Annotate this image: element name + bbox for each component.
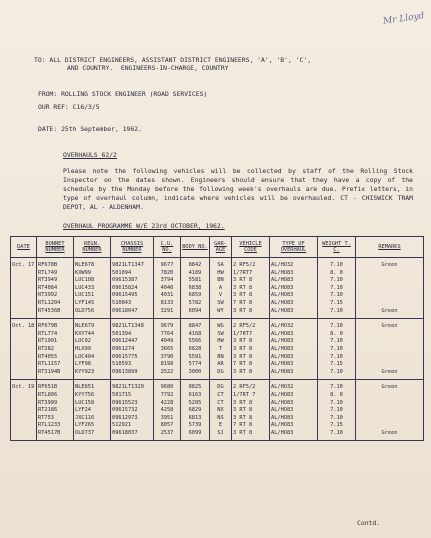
- body-value: 6163: [188, 391, 202, 398]
- body-value: 6859: [188, 292, 202, 299]
- bonnet-value: RT4055: [38, 353, 58, 360]
- weight-value: 7.15: [330, 299, 343, 306]
- code-value: 3 RT 8: [233, 284, 253, 291]
- body-cell: [181, 319, 210, 380]
- chassis-cell: [111, 319, 154, 380]
- regn-value: LUC158: [75, 399, 95, 406]
- code-value: 3 RT 8: [233, 277, 253, 284]
- garage-value: BN: [217, 277, 224, 284]
- weight-value: 7.10: [330, 429, 343, 436]
- body-value: 6099: [188, 429, 202, 436]
- regn-value: KYY923: [75, 368, 95, 375]
- continued-note: Contd.: [357, 519, 381, 527]
- remarks-value: [357, 361, 422, 369]
- header-vehicle-code: VEHICLE CODE: [232, 237, 270, 258]
- bonnet-value: RT2186: [38, 407, 58, 414]
- cu-cell: [154, 380, 181, 441]
- body-value: 5581: [188, 277, 202, 284]
- cu-cell: [154, 258, 181, 319]
- remarks-value: [357, 331, 422, 339]
- overhaul-value: AL/HO83: [271, 353, 294, 360]
- cu-value: 7792: [160, 391, 174, 398]
- overhaul-value: AL/HO83: [271, 307, 294, 314]
- regn-value: KXY744: [75, 330, 95, 337]
- overhaul-value: AL/HO83: [271, 284, 294, 291]
- regn-value: NLE679: [75, 323, 95, 330]
- body-value: 5566: [188, 338, 202, 345]
- garage-value: BN: [217, 353, 224, 360]
- cu-value: 8133: [160, 299, 174, 306]
- overhaul-cell: [270, 380, 318, 441]
- regn-value: LUC151: [75, 292, 95, 299]
- chassis-value: 09612447: [112, 338, 138, 345]
- regn-value: KYY756: [75, 391, 95, 398]
- bonnet-value: RT3992: [38, 292, 58, 299]
- chassis-value: 09613899: [112, 368, 138, 375]
- overhaul-cell: [270, 319, 318, 380]
- bonnet-cell: [37, 258, 74, 319]
- body-value: 6828: [188, 345, 202, 352]
- date-line: DATE: 25th September, 1962.: [38, 125, 142, 133]
- cu-value: 2522: [160, 368, 174, 375]
- code-cell: [232, 319, 270, 380]
- weight-value: 7.10: [330, 307, 343, 314]
- cu-value: 4228: [160, 399, 174, 406]
- weight-value: 7.10: [330, 284, 343, 291]
- weight-value: 8. 0: [330, 269, 343, 276]
- cu-value: 2537: [160, 429, 174, 436]
- body-value: 6813: [188, 414, 202, 421]
- bonnet-value: RT1991: [38, 338, 58, 345]
- schedule-group-row: [11, 319, 424, 380]
- chassis-value: 9821LT1320: [112, 384, 144, 391]
- code-value: 3 RT 8: [233, 353, 253, 360]
- garage-value: AR: [217, 361, 224, 368]
- bonnet-value: RTL1157: [38, 361, 61, 368]
- regn-value: KXW99: [75, 269, 91, 276]
- cu-value: 3665: [160, 345, 174, 352]
- cu-value: 8057: [160, 422, 174, 429]
- overhaul-value: AL/HO83: [271, 292, 294, 299]
- body-cell: [181, 380, 210, 441]
- remarks-value: Green: [381, 368, 398, 375]
- date-cell: Oct. 17: [11, 258, 37, 319]
- garage-cell: [210, 319, 232, 380]
- code-value: 7 RT 8: [233, 422, 253, 429]
- weight-value: 7.10: [330, 338, 343, 345]
- regn-value: LUC404: [75, 353, 95, 360]
- chassis-cell: [111, 258, 154, 319]
- chassis-value: 501394: [112, 330, 132, 337]
- instructions-paragraph: [63, 167, 413, 212]
- body-value: 8842: [188, 262, 202, 268]
- garage-value: NX: [217, 407, 224, 414]
- remarks-value: [357, 277, 422, 285]
- code-value: 1/7RT 7: [233, 391, 256, 398]
- to-label: TO:: [34, 56, 46, 64]
- bonnet-value: RT4517B: [38, 429, 61, 436]
- body-value: 6829: [188, 407, 202, 414]
- bonnet-value: RT4536B: [38, 307, 61, 314]
- garage-value: WY: [217, 307, 224, 314]
- header-date: DATE: [11, 237, 37, 258]
- code-value: 3 RT 8: [233, 307, 253, 314]
- bonnet-value: RT4084: [38, 284, 58, 291]
- date-cell: Oct. 18: [11, 319, 37, 380]
- garage-value: V: [218, 292, 223, 299]
- remarks-value: [357, 300, 422, 308]
- garage-value: HW: [217, 269, 224, 276]
- header-chassis: CHASSIS NUMBER: [111, 237, 154, 258]
- code-value: 3 RT 8: [233, 407, 253, 414]
- chassis-value: 09615732: [112, 407, 138, 414]
- overhaul-cell: [270, 258, 318, 319]
- paragraph-text: Please note the following vehicles will be collected by staff of the Rolling Stock Inspector on the dates shown. Engineers should ensure that they have a copy of the schedule by the Monday before the following week's overhauls are due. Prefix letters, in type of overhaul column, indicate where vehicles will be overhauled. CT - CHISWICK TRAM DEPOT, AL - ALDENHAM.: [63, 167, 413, 211]
- cu-value: 7764: [160, 330, 174, 337]
- bonnet-value: RTL774: [38, 330, 58, 337]
- bonnet-cell: [37, 380, 74, 441]
- header-weight: WEIGHT T. C.: [318, 237, 356, 258]
- chassis-cell: [111, 380, 154, 441]
- cu-value: 4049: [160, 338, 174, 345]
- remarks-value: [357, 338, 422, 346]
- cu-value: 8198: [160, 361, 174, 368]
- garage-value: A: [218, 284, 223, 291]
- regn-value: JXC116: [75, 414, 95, 421]
- date-cell: Oct. 19: [11, 380, 37, 441]
- weight-value: 7.15: [330, 422, 343, 429]
- regn-value: NLE678: [75, 262, 95, 268]
- regn-value: LYF145: [75, 299, 95, 306]
- chassis-value: 09615495: [112, 292, 138, 299]
- body-cell: [181, 258, 210, 319]
- table-header-row: [11, 237, 424, 258]
- body-value: 5285: [188, 399, 202, 406]
- garage-value: WG: [217, 323, 224, 330]
- bonnet-value: RF678B: [38, 262, 58, 268]
- code-cell: [232, 258, 270, 319]
- cu-value: 4040: [160, 284, 174, 291]
- regn-value: LUC433: [75, 284, 95, 291]
- remarks-value: [357, 292, 422, 300]
- code-value: 2 RF5/2: [233, 323, 256, 330]
- remarks-cell: [356, 258, 424, 319]
- garage-value: E: [218, 422, 223, 429]
- weight-value: 8. 0: [330, 391, 343, 398]
- bonnet-value: RT3999: [38, 399, 58, 406]
- code-value: 3 RT 8: [233, 338, 253, 345]
- code-value: 7 RT 8: [233, 361, 253, 368]
- header-cu: C.U. NO.: [154, 237, 181, 258]
- remarks-value: Green: [381, 262, 398, 268]
- weight-value: 8. 0: [330, 330, 343, 337]
- garage-value: T: [218, 345, 223, 352]
- handwritten-note: Mr Lloyd: [382, 11, 425, 27]
- weight-value: 7.10: [330, 353, 343, 360]
- overhaul-value: AL/HO83: [271, 330, 294, 337]
- overhaul-value: AL/HO83: [271, 361, 294, 368]
- from-line: FROM: ROLLING STOCK ENGINEER (ROAD SERVICES): [38, 90, 208, 98]
- remarks-cell: [356, 319, 424, 380]
- bonnet-value: RT3949: [38, 277, 58, 284]
- bonnet-cell: [37, 319, 74, 380]
- weight-value: 7.10: [330, 323, 343, 330]
- remarks-value: [357, 270, 422, 278]
- overhaul-value: AL/HO32: [271, 262, 294, 268]
- remarks-value: [357, 285, 422, 293]
- body-value: 5591: [188, 353, 202, 360]
- regn-cell: [74, 380, 111, 441]
- remarks-value: Green: [381, 307, 398, 314]
- overhaul-value: AL/HO83: [271, 338, 294, 345]
- schedule-group-row: [11, 258, 424, 319]
- bonnet-value: RTL1204: [38, 299, 61, 306]
- section-heading: OVERHAULS 62/2: [63, 151, 117, 159]
- code-value: 2 RF5/2: [233, 384, 256, 391]
- garage-value: CT: [217, 399, 224, 406]
- garage-value: HW: [217, 338, 224, 345]
- overhaul-value: AL/HO83: [271, 429, 294, 436]
- code-value: 3 RT 8: [233, 429, 253, 436]
- code-value: 3 RT 8: [233, 399, 253, 406]
- cu-value: 7820: [160, 269, 174, 276]
- bonnet-value: RT753: [38, 414, 54, 421]
- remarks-value: Green: [381, 429, 398, 436]
- weight-value: 7.10: [330, 407, 343, 414]
- remarks-cell: [356, 380, 424, 441]
- cu-value: 4258: [160, 407, 174, 414]
- overhaul-value: AL/HO83: [271, 414, 294, 421]
- header-regn: REGN. NUMBER: [74, 237, 111, 258]
- chassis-value: 512921: [112, 422, 132, 429]
- body-value: 4189: [188, 269, 202, 276]
- garage-value: NS: [217, 414, 224, 421]
- chassis-value: 9821LT1347: [112, 262, 144, 268]
- weight-value: 7.10: [330, 399, 343, 406]
- weight-cell: [318, 319, 356, 380]
- cu-value: 9679: [160, 323, 174, 330]
- weight-cell: [318, 380, 356, 441]
- chassis-value: 510843: [112, 299, 132, 306]
- chassis-value: 501715: [112, 391, 132, 398]
- garage-value: DG: [217, 384, 224, 391]
- overhaul-value: AL/HO32: [271, 323, 294, 330]
- body-value: 8847: [188, 323, 202, 330]
- chassis-value: 501094: [112, 269, 132, 276]
- overhaul-value: AL/HO83: [271, 277, 294, 284]
- regn-cell: [74, 258, 111, 319]
- remarks-value: [357, 422, 422, 430]
- remarks-value: [357, 346, 422, 354]
- weight-value: 7.10: [330, 277, 343, 284]
- chassis-value: 9821LT1348: [112, 323, 144, 330]
- cu-value: 3790: [160, 353, 174, 360]
- bonnet-value: RTL806: [38, 391, 58, 398]
- overhaul-value: AL/HO83: [271, 422, 294, 429]
- bonnet-value: RT282: [38, 345, 54, 352]
- code-value: 3 RT 8: [233, 368, 253, 375]
- remarks-value: [357, 407, 422, 415]
- garage-value: SJ: [217, 429, 224, 436]
- cu-value: 4031: [160, 292, 174, 299]
- chassis-value: 0961274: [112, 345, 135, 352]
- bonnet-value: RF679B: [38, 323, 58, 330]
- weight-value: 7.10: [330, 292, 343, 299]
- regn-value: LYF265: [75, 422, 95, 429]
- code-value: 3 RT 8: [233, 292, 253, 299]
- schedule-group-row: [11, 380, 424, 441]
- overhaul-value: AL/HO83: [271, 368, 294, 375]
- garage-cell: [210, 380, 232, 441]
- code-value: 2 RF5/2: [233, 262, 256, 268]
- header-overhaul-type: TYPE OF OVERHAUL: [270, 237, 318, 258]
- overhaul-value: AL/HO83: [271, 299, 294, 306]
- remarks-value: [357, 400, 422, 408]
- cu-value: 9677: [160, 262, 174, 268]
- weight-value: 7.10: [330, 262, 343, 268]
- regn-cell: [74, 319, 111, 380]
- chassis-value: 09615387: [112, 277, 138, 284]
- overhaul-value: AL/HO83: [271, 407, 294, 414]
- body-value: 3000: [188, 368, 202, 375]
- header-garage: GAR-AGE: [210, 237, 232, 258]
- regn-value: LUC92: [75, 338, 91, 345]
- chassis-value: 09612973: [112, 414, 138, 421]
- garage-value: CT: [217, 391, 224, 398]
- overhaul-value: AL/HO83: [271, 269, 294, 276]
- header-bonnet: BONNET NUMBER: [37, 237, 74, 258]
- code-value: 3 RT 8: [233, 414, 253, 421]
- regn-value: LYF24: [75, 407, 91, 414]
- header-remarks: REMARKS: [356, 237, 424, 258]
- bonnet-value: RTL1233: [38, 422, 61, 429]
- regn-value: NLE651: [75, 384, 95, 391]
- remarks-value: Green: [381, 323, 398, 330]
- garage-value: SW: [217, 299, 224, 306]
- garage-value: SW: [217, 330, 224, 337]
- body-value: 4168: [188, 330, 202, 337]
- remarks-value: Green: [381, 384, 398, 391]
- body-value: 8825: [188, 384, 202, 391]
- regn-value: OLD737: [75, 429, 95, 436]
- header-body: BODY NO.: [181, 237, 210, 258]
- weight-value: 7.10: [330, 414, 343, 421]
- cu-cell: [154, 319, 181, 380]
- weight-value: 7.15: [330, 361, 343, 368]
- table-body: [11, 258, 424, 441]
- body-value: 6838: [188, 284, 202, 291]
- remarks-value: [357, 415, 422, 423]
- code-value: 1/7RT7: [233, 269, 253, 276]
- chassis-value: 09615824: [112, 284, 138, 291]
- code-cell: [232, 380, 270, 441]
- weight-value: 7.10: [330, 384, 343, 391]
- overhaul-value: AL/HO83: [271, 399, 294, 406]
- code-value: 3 RT 8: [233, 345, 253, 352]
- garage-cell: [210, 258, 232, 319]
- bonnet-value: RF651B: [38, 384, 58, 391]
- chassis-value: 09618047: [112, 307, 138, 314]
- regn-value: LUC108: [75, 277, 95, 284]
- bonnet-value: RTL749: [38, 269, 58, 276]
- garage-value: SA: [217, 262, 224, 268]
- cu-value: 3291: [160, 307, 174, 314]
- cu-value: 9680: [160, 384, 174, 391]
- garage-value: DG: [217, 368, 224, 375]
- programme-heading: OVERHAUL PROGRAMME W/E 23rd OCTOBER, 1962.: [63, 222, 225, 230]
- weight-value: 7.10: [330, 345, 343, 352]
- body-value: 5739: [188, 422, 202, 429]
- remarks-value: [357, 354, 422, 362]
- overhaul-value: AL/HO83: [271, 391, 294, 398]
- chassis-value: 510593: [112, 361, 132, 368]
- cu-value: 3951: [160, 414, 174, 421]
- code-value: 1/7RT7: [233, 330, 253, 337]
- to-recipients-1: ALL DISTRICT ENGINEERS, ASSISTANT DISTRICT ENGINEERS, 'A', 'B', 'C',: [49, 56, 312, 64]
- reference-line: OUR REF: C16/3/5: [38, 103, 100, 111]
- cu-value: 3794: [160, 277, 174, 284]
- body-value: 5774: [188, 361, 202, 368]
- weight-value: 7.10: [330, 368, 343, 375]
- chassis-value: 09615523: [112, 399, 138, 406]
- body-value: 5782: [188, 299, 202, 306]
- regn-value: HLX99: [75, 345, 91, 352]
- weight-cell: [318, 258, 356, 319]
- regn-value: OLD756: [75, 307, 95, 314]
- body-value: 6094: [188, 307, 202, 314]
- overhaul-value: AL/HO32: [271, 384, 294, 391]
- remarks-value: [357, 392, 422, 400]
- regn-value: LYF98: [75, 361, 91, 368]
- code-value: 7 RT 8: [233, 299, 253, 306]
- overhaul-value: AL/HO83: [271, 345, 294, 352]
- bonnet-value: RT3194B: [38, 368, 61, 375]
- overhaul-schedule-table: [10, 236, 424, 441]
- to-recipients-2: AND COUNTRY. ENGINEERS-IN-CHARGE, COUNTRY: [67, 64, 229, 72]
- chassis-value: 09615775: [112, 353, 138, 360]
- chassis-value: 09618037: [112, 429, 138, 436]
